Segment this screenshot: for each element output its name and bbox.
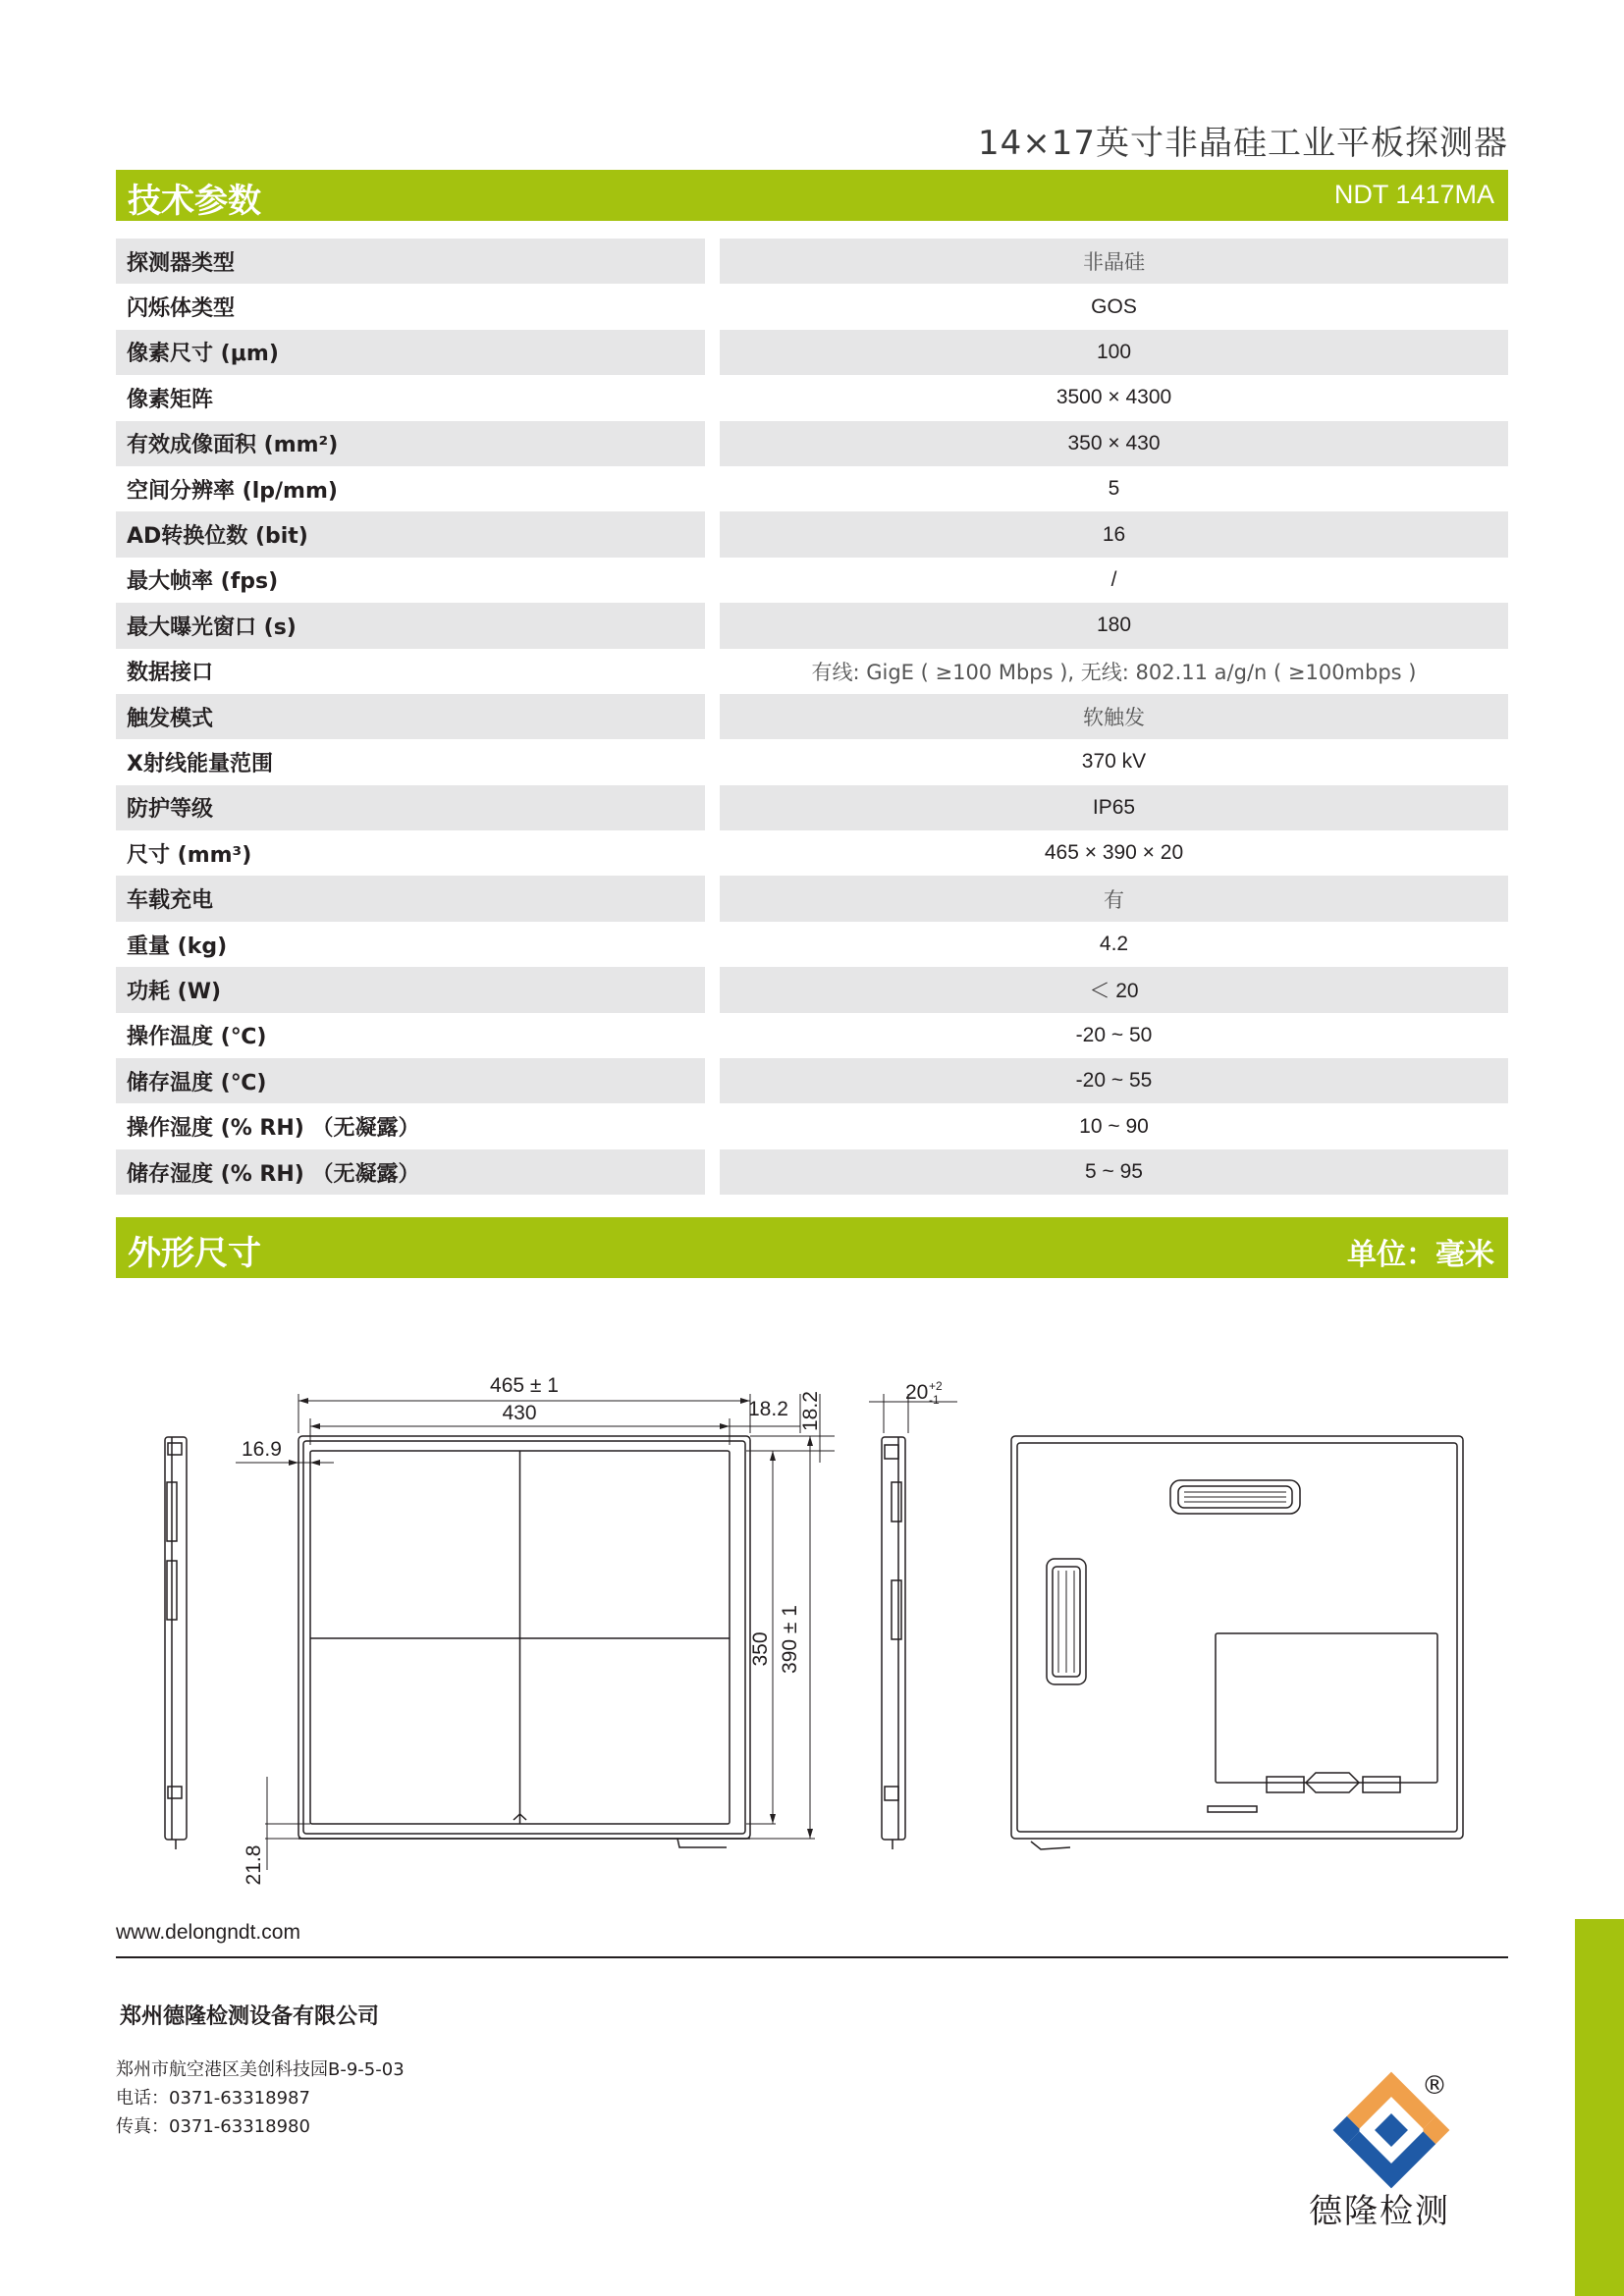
spec-row (116, 967, 1508, 1012)
spec-label: 储存湿度 (% RH) （无凝露） (116, 1149, 705, 1195)
spec-label: 探测器类型 (116, 239, 705, 284)
spec-label: X射线能量范围 (127, 751, 273, 776)
spec-label: 操作湿度 (% RH) （无凝露） (127, 1116, 420, 1142)
dim-top-margin: 18.2 (799, 1391, 822, 1431)
company-phone: 电话：0371-63318987 (116, 2088, 310, 2109)
spec-value: 有 (720, 876, 1508, 921)
spec-label: 像素矩阵 (127, 387, 214, 412)
website-link[interactable]: www.delongndt.com (116, 1921, 300, 1944)
spec-value: 465 × 390 × 20 (1044, 841, 1184, 865)
spec-value: 5 ~ 95 (720, 1149, 1508, 1195)
spec-row (116, 284, 1508, 329)
dim-bottom-margin: 21.8 (243, 1844, 265, 1885)
dim-inner-height: 350 (749, 1631, 772, 1667)
company-fax: 传真：0371-63318980 (116, 2116, 310, 2137)
model-number: NDT 1417MA (1333, 180, 1494, 209)
spec-value: 180 (720, 603, 1508, 648)
document-title: 14×17英寸非晶硅工业平板探测器 (977, 124, 1508, 163)
spec-label: 操作温度 (℃) (127, 1025, 267, 1050)
spec-row (116, 603, 1508, 648)
spec-value: 3500 × 4300 (1056, 386, 1172, 409)
dim-inner-width: 430 (502, 1402, 537, 1424)
spec-label: 触发模式 (116, 694, 705, 739)
section-header-dimensions (116, 1217, 1508, 1278)
dimension-drawings (0, 1335, 1624, 1885)
spec-value: IP65 (720, 785, 1508, 830)
spec-value: 10 ~ 90 (1079, 1114, 1149, 1138)
spec-row (116, 1103, 1508, 1148)
spec-row (116, 1149, 1508, 1195)
dim-outer-width: 465 ± 1 (490, 1374, 559, 1397)
dim-thickness-tol-minus: -1 (929, 1393, 940, 1407)
spec-row (116, 739, 1508, 784)
spec-label: 闪烁体类型 (127, 296, 236, 322)
spec-value: / (1110, 567, 1117, 591)
registered-mark: ® (1422, 2071, 1447, 2101)
spec-value: 软触发 (720, 694, 1508, 739)
spec-row (116, 830, 1508, 876)
spec-row (116, 694, 1508, 739)
spec-value: 370 kV (1081, 750, 1147, 774)
dim-left-margin: 16.9 (242, 1438, 282, 1461)
right-side-view (882, 1437, 905, 1849)
spec-value: 16 (720, 511, 1508, 557)
left-side-view (165, 1437, 187, 1849)
spec-label: 空间分辨率 (lp/mm) (127, 478, 338, 504)
dimension-lines (236, 1394, 957, 1870)
spec-label: 像素尺寸 (μm) (116, 330, 705, 375)
spec-label: 储存温度 (℃) (116, 1058, 705, 1103)
spec-value: GOS (1091, 294, 1137, 318)
spec-label: 重量 (kg) (127, 934, 228, 959)
spec-label: 车载充电 (116, 876, 705, 921)
company-address: 郑州市航空港区美创科技园B-9-5-03 (116, 2059, 405, 2080)
section-title: 外形尺寸 (128, 1234, 261, 1273)
spec-row (116, 375, 1508, 420)
spec-value: 有线: GigE ( ≥100 Mbps ), 无线: 802.11 a/g/n ( ≥100mbps ) (811, 660, 1417, 684)
spec-table (116, 239, 1508, 1195)
footer-divider (116, 1956, 1508, 1958)
back-view (1011, 1436, 1463, 1849)
spec-value: 5 (1108, 477, 1120, 501)
spec-row (116, 330, 1508, 375)
spec-value: 4.2 (1099, 933, 1129, 956)
spec-value: ＜ 20 (720, 967, 1508, 1012)
dim-thickness-tol-plus: +2 (929, 1379, 943, 1393)
dim-thickness: 20 (905, 1381, 929, 1404)
spec-value: 100 (720, 330, 1508, 375)
section-title: 技术参数 (128, 182, 261, 221)
spec-row (116, 876, 1508, 921)
spec-label: 功耗 (W) (116, 967, 705, 1012)
unit-label: 单位：毫米 (1347, 1238, 1494, 1272)
spec-label: 防护等级 (116, 785, 705, 830)
spec-label: AD转换位数 (bit) (116, 511, 705, 557)
spec-value: -20 ~ 55 (720, 1058, 1508, 1103)
dim-outer-height: 390 ± 1 (779, 1605, 801, 1674)
brand-name: 德隆检测 (1309, 2192, 1450, 2231)
front-view (298, 1436, 750, 1847)
spec-row (116, 558, 1508, 603)
spec-value: -20 ~ 50 (1075, 1023, 1153, 1046)
spec-row (116, 511, 1508, 557)
spec-row (116, 922, 1508, 967)
spec-value: 非晶硅 (720, 239, 1508, 284)
spec-row (116, 1058, 1508, 1103)
company-name: 郑州德隆检测设备有限公司 (120, 2004, 380, 2029)
spec-label: 最大帧率 (fps) (127, 569, 279, 595)
dim-right-margin: 18.2 (748, 1398, 788, 1420)
spec-row (116, 239, 1508, 284)
spec-label: 有效成像面积 (mm²) (116, 421, 705, 466)
section-header-specs (116, 170, 1508, 221)
spec-row (116, 649, 1508, 694)
spec-value: 350 × 430 (720, 421, 1508, 466)
spec-label: 最大曝光窗口 (s) (116, 603, 705, 648)
spec-row (116, 466, 1508, 511)
spec-label: 数据接口 (127, 661, 214, 686)
spec-label: 尺寸 (mm³) (127, 842, 252, 868)
spec-row (116, 1013, 1508, 1058)
accent-sidebar (1575, 1919, 1624, 2296)
spec-row (116, 785, 1508, 830)
spec-row (116, 421, 1508, 466)
